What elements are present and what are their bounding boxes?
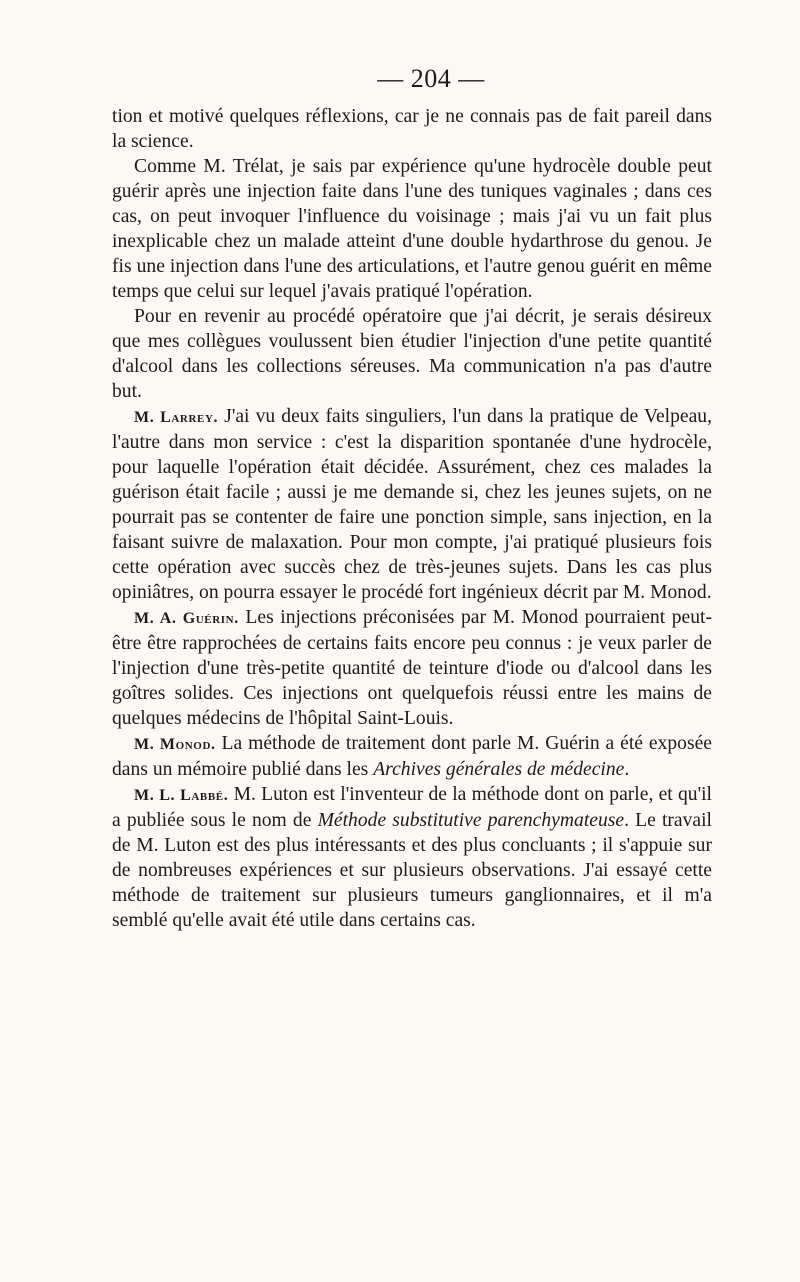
paragraph-text: Pour en revenir au procédé opératoire que j'ai décrit, je serais désireux que mes collègues voulussent bien étudier l'injection d'une petite quantité d'alcool dans les collections séreuses. Ma communication n'a pas d'autre but. bbox=[112, 306, 712, 402]
paragraph-labbe bbox=[112, 782, 712, 933]
speaker-name: M. Larrey. bbox=[134, 409, 219, 426]
method-title: Méthode substitutive parenchymateuse bbox=[317, 810, 625, 831]
paragraph-text-end: . bbox=[624, 759, 630, 780]
speaker-name: M. L. Labbé. bbox=[134, 787, 229, 804]
speaker-name: M. Monod. bbox=[134, 736, 216, 753]
paragraph-procedure bbox=[112, 304, 712, 404]
page-content bbox=[112, 62, 712, 933]
paragraph-text-end: . Le travail de M. Luton est des plus intéressants et des plus concluants ; il s'appuie sur de nombreuses expériences et sur plusieurs observations. J'ai essayé cette méthode de traitement sur plusieurs tumeurs ganglionnaires, et il m'a semblé qu'elle avait été utile dans certains cas. bbox=[112, 810, 712, 931]
paragraph-text: Les injections préconisées par M. Monod pourraient peut-être être rapprochées de certains faits encore peu connus : je veux parler de l'injection d'une très-petite quantité de teinture d'iode ou d'alcool dans les goîtres solides. Ces injections ont quelquefois réussi entre les mains de quelques médecins de l'hôpital Saint-Louis. bbox=[112, 607, 713, 729]
paragraph-text: Comme M. Trélat, je sais par expérience qu'une hydrocèle double peut guérir après une injection faite dans l'une des tuniques vaginales ; dans ces cas, on peut invoquer l'influence du voisinage ; mais j'ai vu un fait plus inexplicable chez un malade atteint d'une double hydarthrose du genou. Je fis une injection dans l'une des articulations, et l'autre genou guérit en même temps que celui sur lequel j'avais pratiqué l'opération. bbox=[112, 156, 712, 302]
paragraph-guerin bbox=[112, 605, 712, 731]
journal-title: Archives générales de médecine bbox=[373, 759, 625, 780]
paragraph-larrey bbox=[112, 404, 712, 605]
paragraph-text: J'ai vu deux faits singuliers, l'un dans la pratique de Velpeau, l'autre dans mon service : c'est la disparition spontanée d'une hydrocèle, pour laquelle l'opération était décidée. Assurément, chez ces malades la guérison était facile ; aussi je me demande si, chez les jeunes sujets, on ne pourrait pas se contenter de faire une ponction simple, sans injection, en la faisant suivre de malaxation. Pour mon compte, j'ai pratiqué plusieurs fois cette opération avec succès chez de très-jeunes sujets. Dans les cas plus opiniâtres, on pourra essayer le procédé fort ingénieux décrit par M. Monod. bbox=[112, 406, 712, 603]
paragraph-text: tion et motivé quelques réflexions, car je ne connais pas de fait pareil dans la science. bbox=[112, 106, 712, 152]
paragraph-monod bbox=[112, 731, 712, 782]
paragraph-continuation bbox=[112, 104, 712, 154]
paragraph-trelat-comparison bbox=[112, 154, 712, 304]
speaker-name: M. A. Guérin. bbox=[134, 610, 239, 627]
page-number: — 204 — bbox=[377, 64, 485, 93]
paragraph-text: M. Luton est l'inventeur de la méthode dont on parle, et qu'il a publiée sous le nom de bbox=[112, 784, 713, 831]
paragraph-text: La méthode de traitement dont parle M. Guérin a été exposée dans un mémoire publié dans les bbox=[112, 733, 712, 780]
